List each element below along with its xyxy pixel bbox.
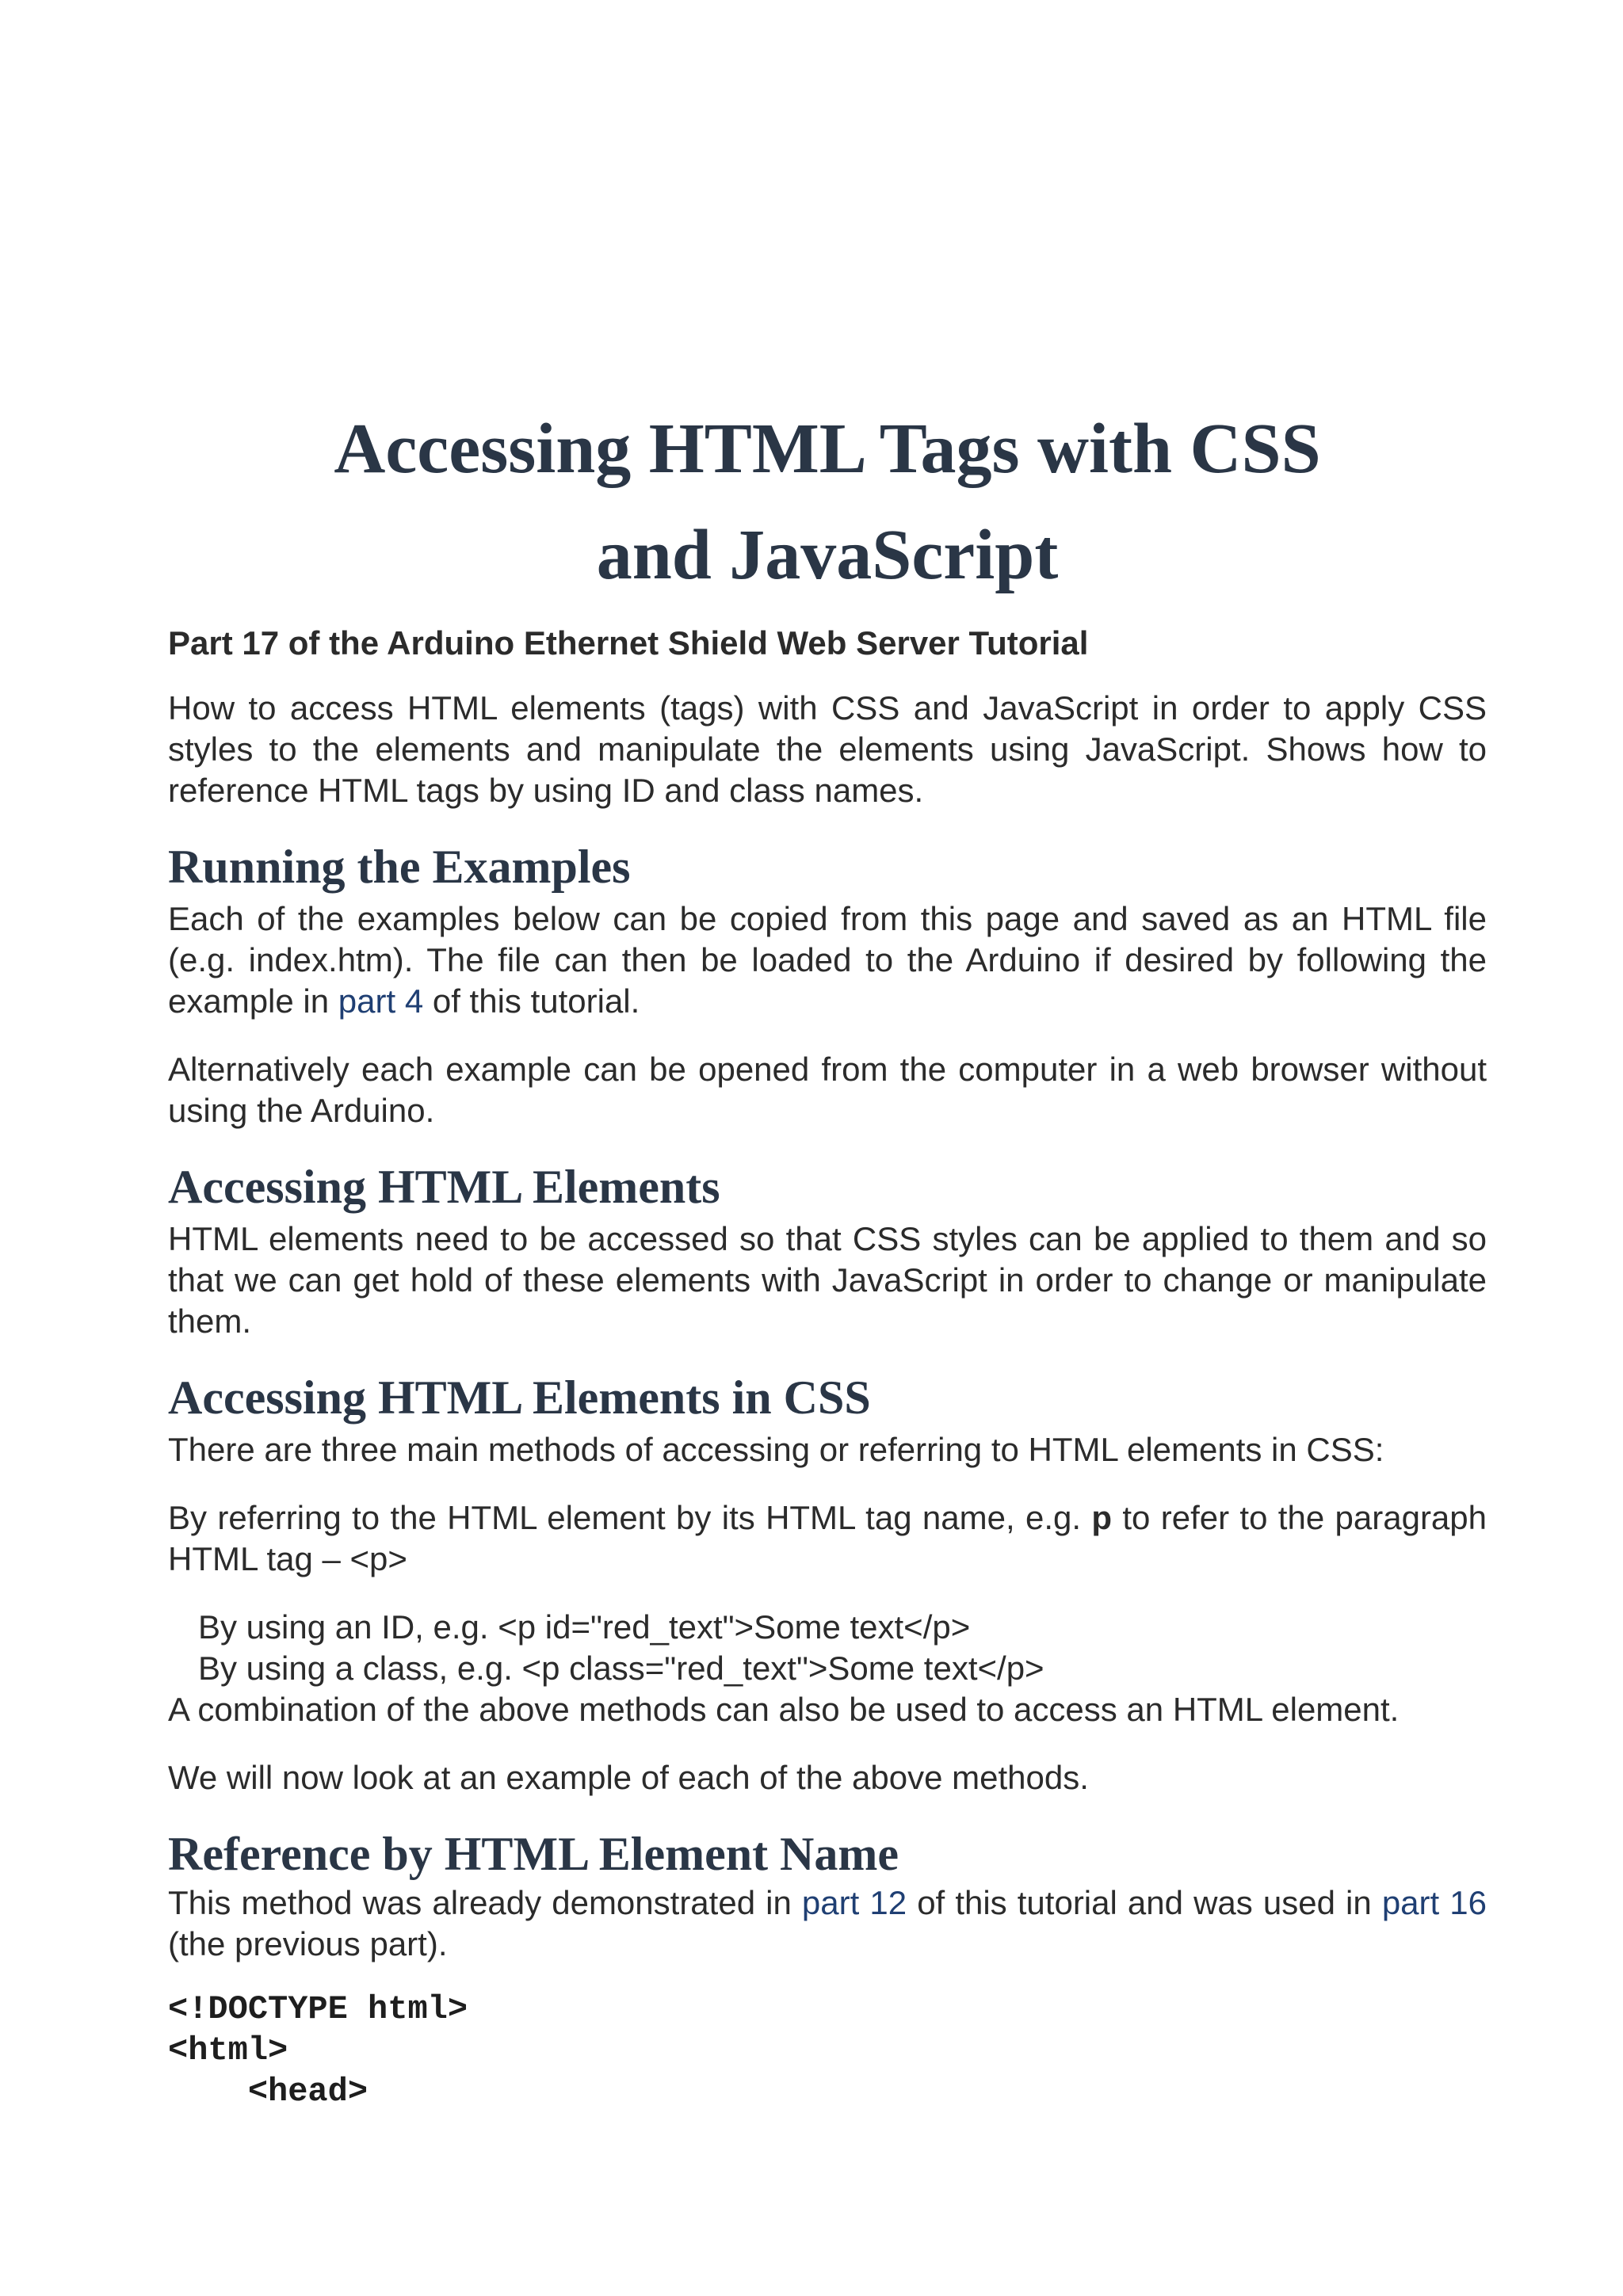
title-line-1: Accessing HTML Tags with CSS — [334, 410, 1321, 488]
code-block — [168, 1989, 1487, 2112]
code-line: <head> — [168, 2073, 369, 2111]
code-line: <!DOCTYPE html> — [168, 1990, 468, 2028]
code-line: <html> — [168, 2031, 288, 2069]
link-part-16[interactable]: part 16 — [1381, 1884, 1487, 1921]
link-part-12[interactable]: part 12 — [801, 1884, 907, 1921]
css-paragraph-4: We will now look at an example of each of the above methods. — [168, 1759, 1089, 1796]
running-paragraph-2: Alternatively each example can be opened from the computer in a web browser without using the Arduino. — [168, 1051, 1487, 1129]
heading-accessing-in-css: Accessing HTML Elements in CSS — [168, 1371, 871, 1424]
list-item-class: By using a class, e.g. <p class="red_text">Some text</p> — [198, 1650, 1044, 1687]
reference-text-before: This method was already demonstrated in — [168, 1884, 802, 1921]
reference-text-after: (the previous part). — [168, 1925, 448, 1962]
heading-accessing-elements: Accessing HTML Elements — [168, 1161, 720, 1213]
css-text-after: to refer to the paragraph HTML tag – <p> — [168, 1499, 1487, 1577]
heading-running-examples: Running the Examples — [168, 841, 631, 893]
page-title — [168, 396, 1487, 608]
running-paragraph-1 — [168, 898, 1487, 1022]
running-text-before: Each of the examples below can be copied from this page and saved as an HTML file (e.g. index.htm). The file can then be loaded to the Arduino if desired by following the example in — [168, 900, 1487, 1020]
css-bold-tag: p — [1091, 1499, 1113, 1536]
heading-reference-by-name: Reference by HTML Element Name — [168, 1828, 899, 1880]
list-item-id: By using an ID, e.g. <p id="red_text">Some text</p> — [198, 1608, 971, 1646]
document-content — [168, 396, 1487, 2112]
running-text-after: of this tutorial. — [423, 982, 640, 1020]
reference-paragraph — [168, 1882, 1487, 1965]
subtitle: Part 17 of the Arduino Ethernet Shield Web Server Tutorial — [168, 624, 1089, 662]
title-line-2: and JavaScript — [596, 516, 1059, 594]
css-paragraph-1: There are three main methods of accessing or referring to HTML elements in CSS: — [168, 1431, 1384, 1468]
intro-paragraph: How to access HTML elements (tags) with CSS and JavaScript in order to apply CSS styles to the elements and manipulate the elements using JavaScript. Shows how to reference HTML tags by using ID and class names. — [168, 689, 1487, 809]
accessing-paragraph: HTML elements need to be accessed so that CSS styles can be applied to them and so that we can get hold of these elements with JavaScript in order to change or manipulate them. — [168, 1220, 1487, 1340]
css-text-before: By referring to the HTML element by its HTML tag name, e.g. — [168, 1499, 1092, 1536]
reference-text-middle: of this tutorial and was used in — [907, 1884, 1382, 1921]
css-paragraph-3: A combination of the above methods can also be used to access an HTML element. — [168, 1691, 1400, 1728]
link-part-4[interactable]: part 4 — [338, 982, 424, 1020]
css-paragraph-2 — [168, 1497, 1487, 1580]
